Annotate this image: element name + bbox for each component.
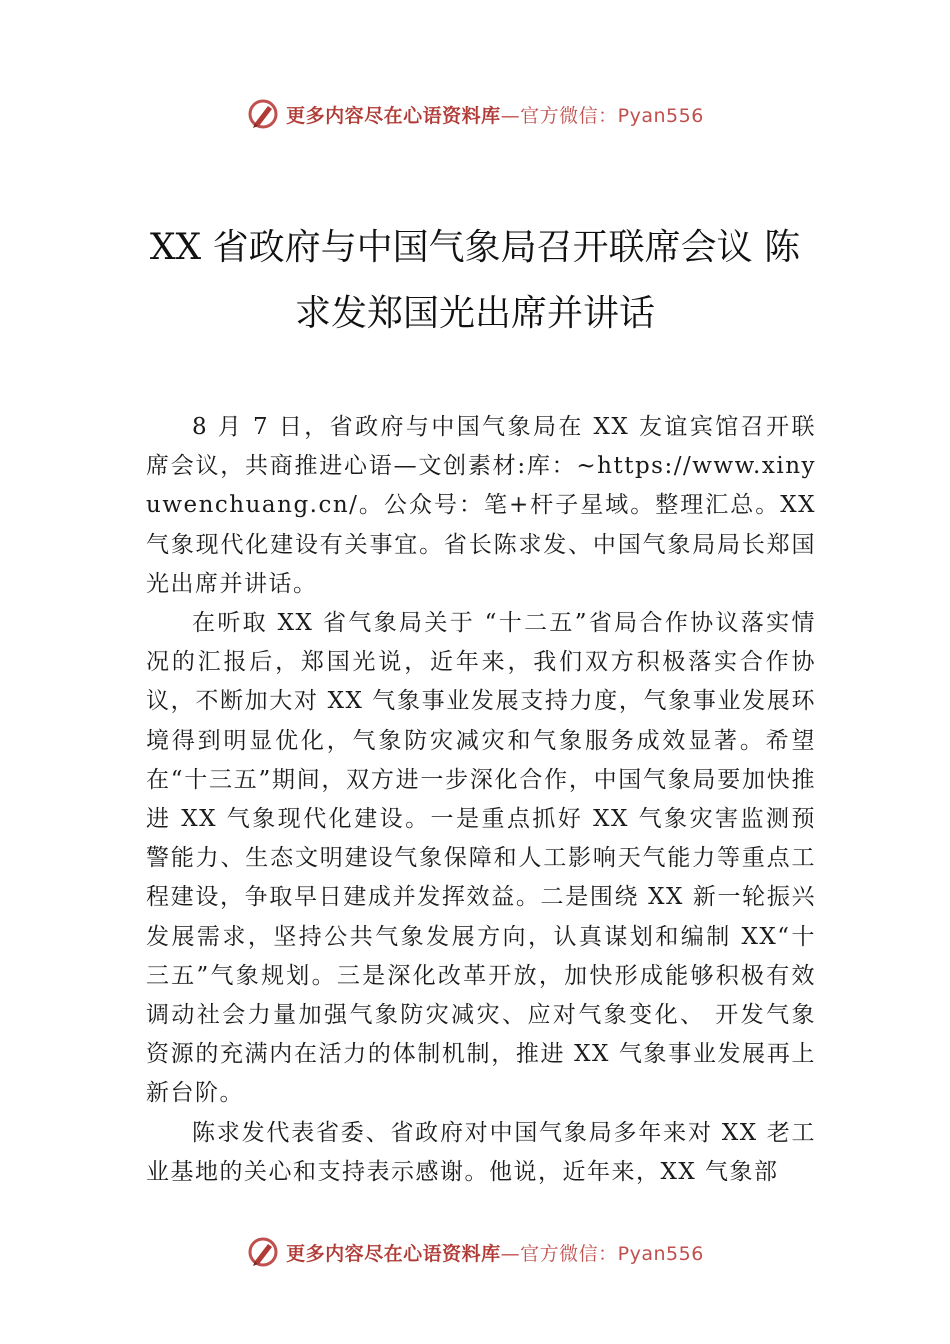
footer-watermark-text: 更多内容尽在心语资料库—官方微信：Pyan556	[286, 1242, 704, 1265]
header-watermark-banner	[0, 94, 950, 134]
paragraph-1: 8 月 7 日，省政府与中国气象局在 XX 友谊宾馆召开联席会议，共商推进心语—文创素材:库：~https://www.xinyuwenchuang.cn/。公众号：笔+杆子星域。整理汇总。XX 气象现代化建设有关事宜。省长陈求发、中国气象局局长郑国光出席并讲话。	[146, 414, 816, 597]
header-watermark-text: 更多内容尽在心语资料库—官方微信：Pyan556	[286, 104, 704, 127]
title-line-1: XX 省政府与中国气象局召开联席会议 陈	[149, 227, 801, 268]
pen-logo-icon	[246, 97, 280, 131]
paragraph-3: 陈求发代表省委、省政府对中国气象局多年来对 XX 老工业基地的关心和支持表示感谢。他说，近年来，XX 气象部	[146, 1119, 816, 1185]
title-line-2: 求发郑国光出席并讲话	[294, 293, 655, 334]
footer-watermark-banner	[0, 1232, 950, 1272]
document-title	[120, 215, 830, 347]
document-body	[146, 408, 816, 1192]
pen-logo-icon	[246, 1235, 280, 1269]
paragraph-2: 在听取 XX 省气象局关于 “十二五”省局合作协议落实情况的汇报后，郑国光说，近年来，我们双方积极落实合作协议，不断加大对 XX 气象事业发展支持力度，气象事业发展环境得到明显优化，气象防灾减灾和气象服务成效显著。希望在“十三五”期间，双方进一步深化合作，中国气象局要加快推进 XX 气象现代化建设。一是重点抓好 XX 气象灾害监测预警能力、生态文明建设气象保障和人工影响天气能力等重点工程建设，争取早日建成并发挥效益。二是围绕 XX 新一轮振兴发展需求，坚持公共气象发展方向，认真谋划和编制 XX“十三五”气象规划。三是深化改革开放，加快形成能够积极有效调动社会力量加强气象防灾减灾、应对气象变化、 开发气象资源的充满内在活力的体制机制，推进 XX 气象事业发展再上新台阶。	[146, 610, 816, 1107]
